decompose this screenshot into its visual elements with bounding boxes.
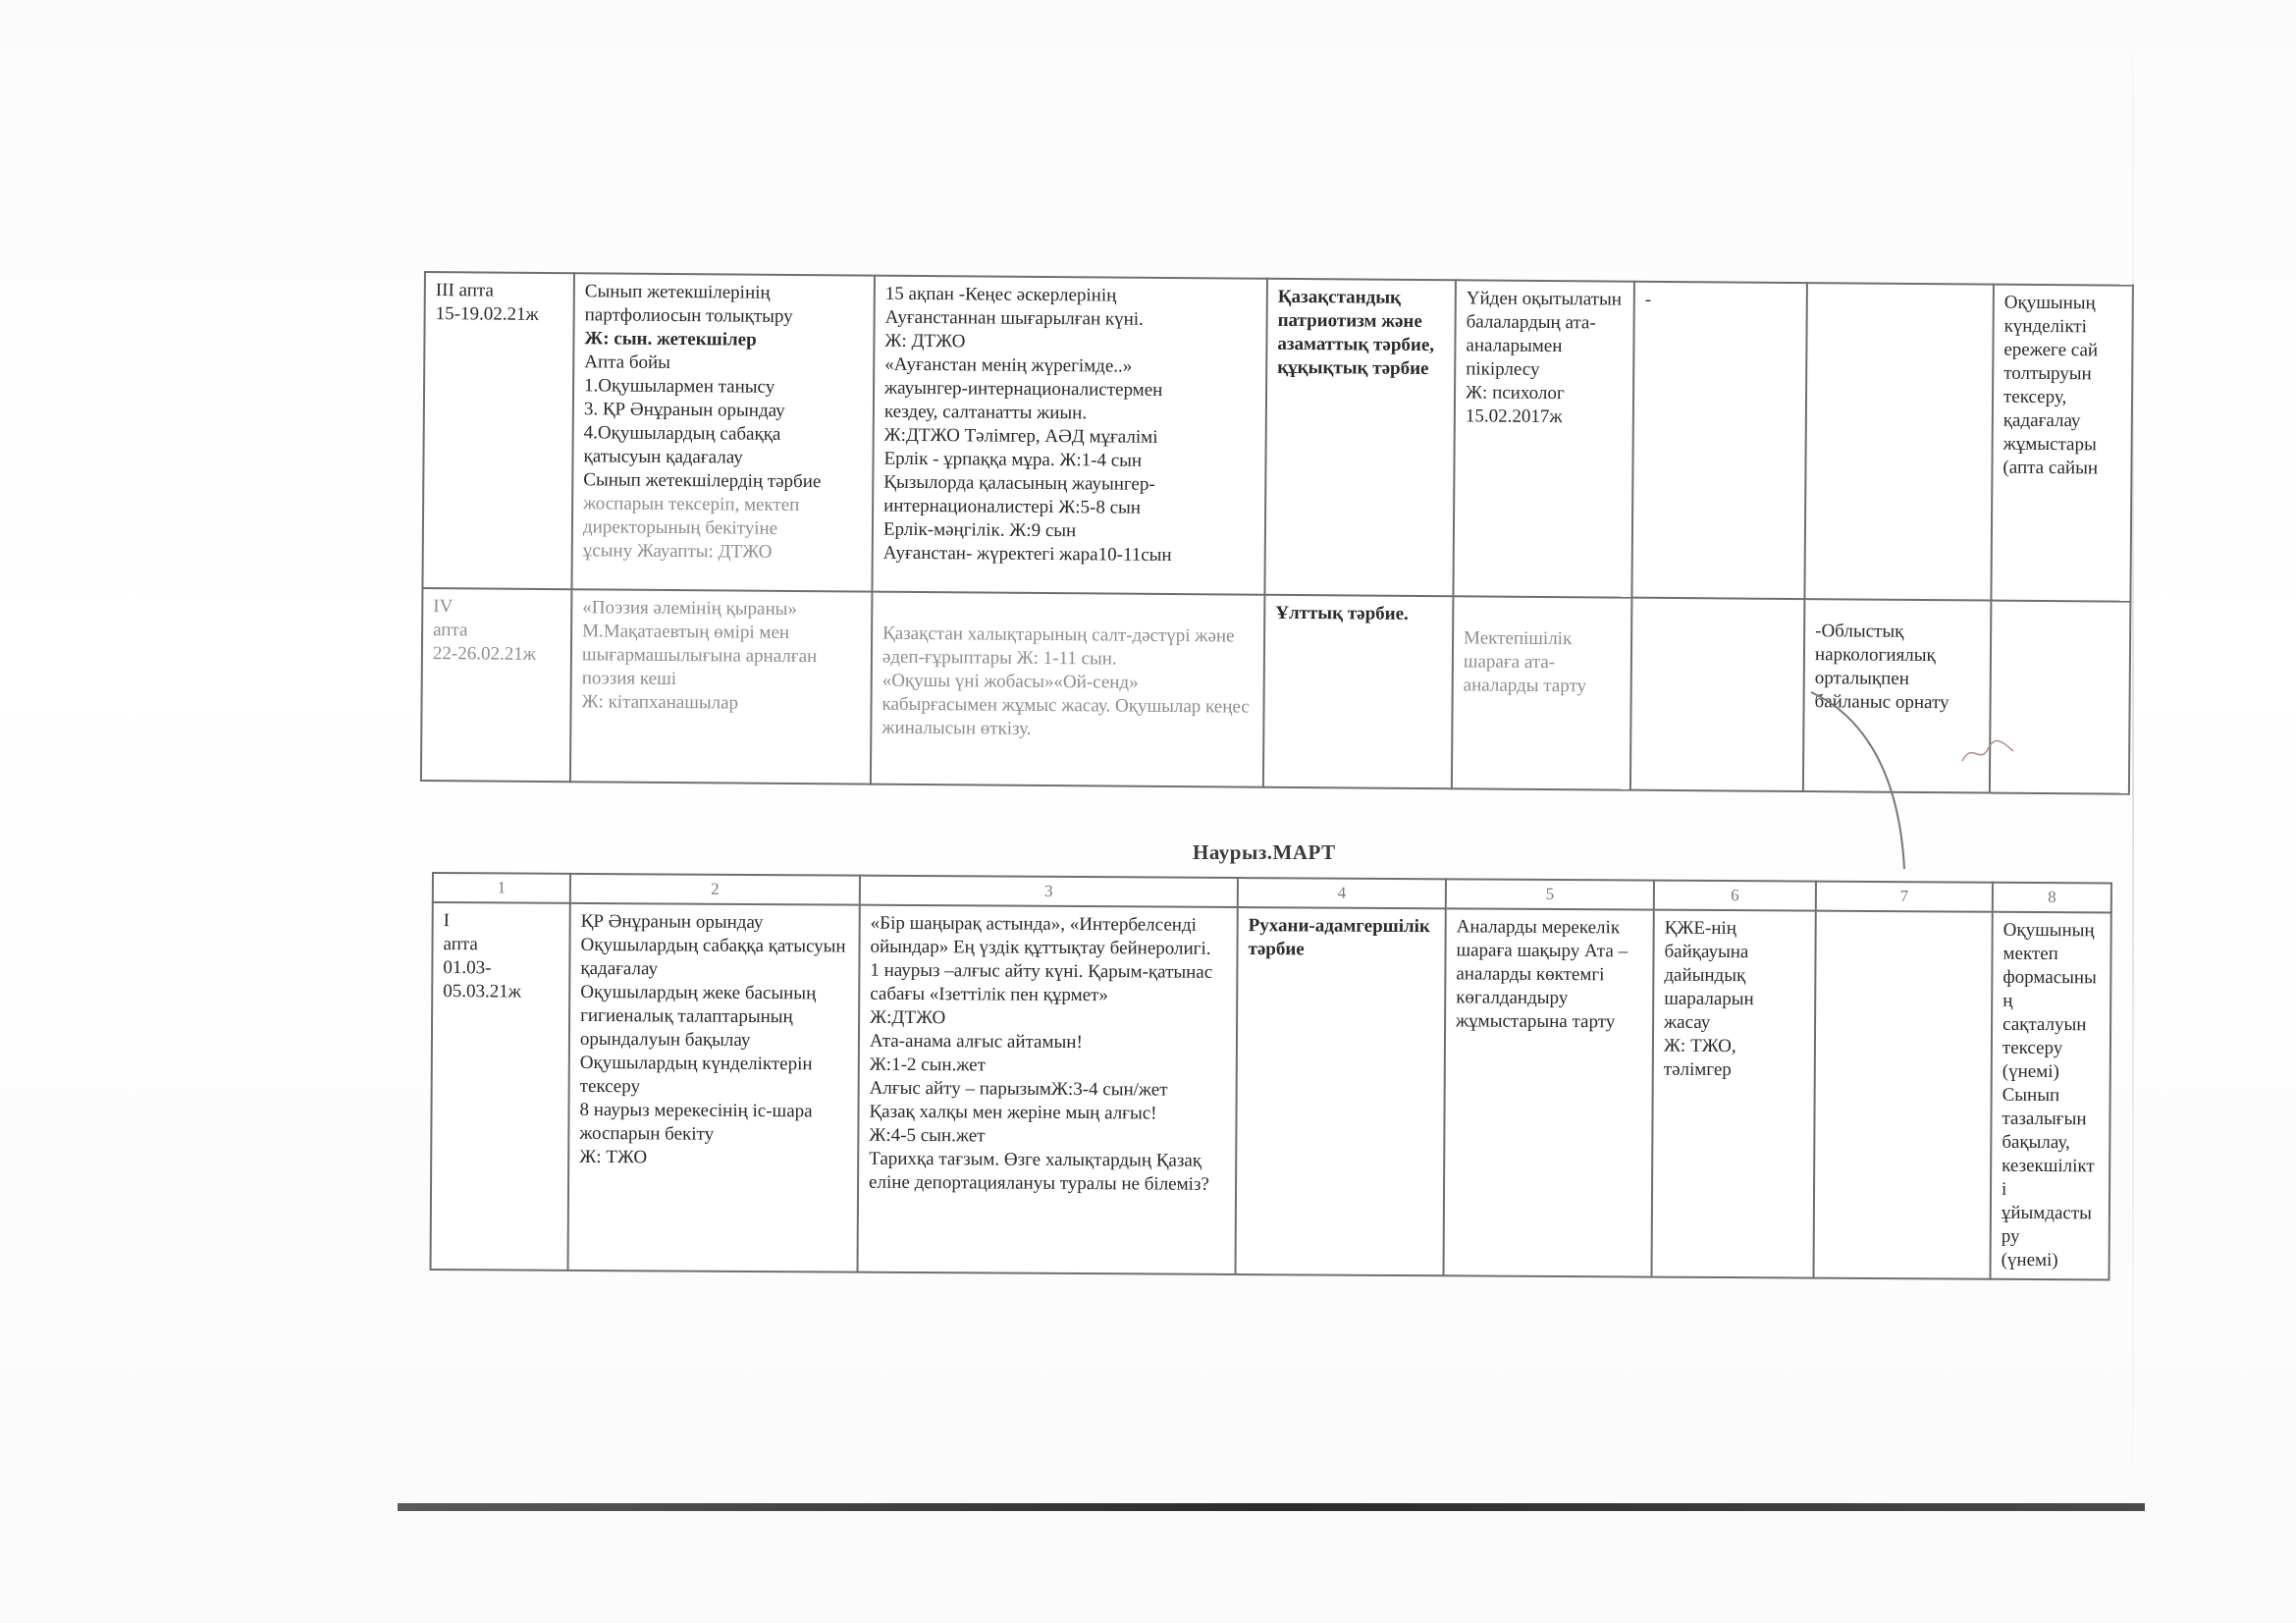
upbringing-direction-cell: Рухани-адамгершілік тәрбие (1236, 907, 1446, 1275)
text-line: партфолиосын толықтыру (584, 304, 793, 327)
text-line: 1.Оқушылармен танысу (584, 375, 775, 398)
table-row (431, 902, 2111, 1279)
pen-stroke-mark (1806, 687, 1914, 874)
scan-bottom-edge (398, 1503, 2145, 1511)
text-line: қатысуын қадағалау (583, 446, 743, 468)
text-line: Сынып жетекшілердің тәрбие (583, 469, 822, 493)
column-6-cell: - (1631, 282, 1807, 599)
upbringing-direction-cell: Ұлттық тәрбие. (1263, 595, 1454, 789)
text-line: жауынгер-интернационалистермен (883, 377, 1163, 401)
column-header: 6 (1654, 881, 1816, 911)
text-line: Ерлік - ұрпаққа мұра. Ж:1-4 сын (883, 448, 1143, 471)
text-line: Ауғанстаннан шығарылған күні. (884, 306, 1144, 330)
page-edge (2132, 0, 2134, 1512)
text-line: Ж: ДТЖО (884, 330, 966, 352)
text-line: 4.Оқушылардың сабаққа (583, 422, 781, 445)
events-cell: «Бір шаңырақ астында», «Интербелсенді ойындар» Ең үздік құттықтау бейнеролигі. 1 наурыз –алғыс айту күні. Қарым-қатынас сабағы «Ізеттілік пен құрмет» Ж:ДТЖО Ата-анама алғыс айтамын! Ж:1-2 сын.жет Алғыс айту – парызымЖ:3-4 сын/жет Қазақ халқы мен жеріне мың алғыс! Ж:4-5 сын.жет Тарихқа тағзым. Өзге халықтардың Қазақ еліне депортациялануы туралы не білеміз? (858, 905, 1238, 1274)
week-cell: III апта 15-19.02.21ж (422, 272, 574, 589)
control-cell: Оқушының мектеп формасының сақталуын тексеру (үнемі) Сынып тазалығын бақылау, кезекшілікті ұйымдасты ру (үнемі) (1990, 912, 2110, 1280)
admin-tasks-cell: «Поэзия әлемінің қыраны» М.Мақатаевтың өмірі мен шығармашылығына арналған поэзия кеші Ж: кітапханашылар (570, 589, 873, 784)
admin-tasks-cell (571, 273, 875, 591)
text-line: Ауғанстан- жүректегі жара10-11сын (882, 542, 1172, 566)
control-cell: Оқушының күнделікті ережеге сай толтыруын тексеру, қадағалау жұмыстары (апта сайын (1991, 285, 2133, 602)
text-line: Сынып жетекшілерінің (584, 281, 771, 303)
month-title: Наурыз.МАРТ (1193, 840, 1336, 864)
signature-mark (1958, 731, 2017, 771)
column-header: 3 (860, 876, 1238, 907)
parents-work-cell: Аналарды мерекелік шараға шақыру Ата – аналарды көктемгі көгалдандыру жұмыстарына тарту (1444, 908, 1654, 1276)
column-7-cell: -Облыстық наркологиялық орталықпен байланыс орнату (1803, 599, 1992, 792)
parents-work-cell: Үйден оқытылатын балалардың ата-аналарымен пікірлесу Ж: психолог 15.02.2017ж (1453, 280, 1634, 597)
events-cell (872, 276, 1267, 595)
week-cell: I апта 01.03- 05.03.21ж (431, 902, 570, 1271)
text-line: 3. ҚР Әнұранын орындау (583, 399, 785, 421)
text-line: Ерлік-мәңгілік. Ж:9 сын (882, 518, 1077, 542)
events-cell: Қазақстан халықтарының салт-дәстүрі және әдеп-ғұрыптары Ж: 1-11 сын. «Оқушы үні жобасы»«Ой-сенд» кабырғасымен жұмыс жасау. Оқушылар кеңес жиналысын өткізу. (871, 592, 1265, 787)
march-plan-table (430, 872, 2112, 1280)
text-line: Ж:ДТЖО Тәлімгер, АӘД мұғалімі (883, 424, 1158, 448)
column-7-cell (1804, 283, 1994, 600)
text-line: Ж: сын. жетекшілер (584, 328, 757, 351)
text-line: ұсыну Жауапты: ДТЖО (582, 540, 773, 563)
column-6-cell (1630, 598, 1805, 791)
column-header: 4 (1238, 878, 1446, 908)
table-row (422, 272, 2132, 602)
text-line: Апта бойы (584, 352, 671, 373)
column-header: 1 (433, 873, 570, 903)
admin-tasks-cell: ҚР Әнұранын орындау Оқушылардың сабаққа қатысуын қадағалау Оқушылардың жеке басының гигиеналық талаптарының орындалуын бақылау Оқушылардың күнделіктерін тексеру 8 наурыз мерекесінің іс-шара жоспарын бекіту Ж: ТЖО (568, 903, 860, 1272)
week-cell: IV апта 22-26.02.21ж (421, 588, 572, 782)
column-6-cell: ҚЖЕ-нің байқауына дайындық шараларын жасау Ж: ТЖО, тәлімгер (1652, 910, 1816, 1278)
text-line: «Ауғанстан менің жүрегімде..» (884, 353, 1133, 377)
text-line: жоспарын тексеріп, мектеп (583, 493, 800, 516)
column-7-cell (1813, 911, 1992, 1279)
text-line: интернационалистері Ж:5-8 сын (883, 495, 1142, 518)
upbringing-direction-cell: Қазақстандық патриотизм және азаматтық тәрбие, құқықтық тәрбие (1264, 279, 1456, 596)
column-header: 7 (1816, 882, 1993, 912)
column-header: 8 (1993, 883, 2111, 913)
column-header: 2 (570, 874, 860, 905)
column-header: 5 (1446, 879, 1654, 909)
text-line: кездеу, салтанатты жиын. (883, 401, 1088, 424)
text-line: 15 ақпан -Кеңес әскерлерінің (884, 283, 1117, 306)
text-line: Қызылорда қаласының жауынгер- (883, 471, 1155, 495)
text-line: директорының бекітуіне (582, 516, 778, 539)
parents-work-cell: Мектепішілік шараға ата-аналарды тарту (1452, 596, 1632, 789)
